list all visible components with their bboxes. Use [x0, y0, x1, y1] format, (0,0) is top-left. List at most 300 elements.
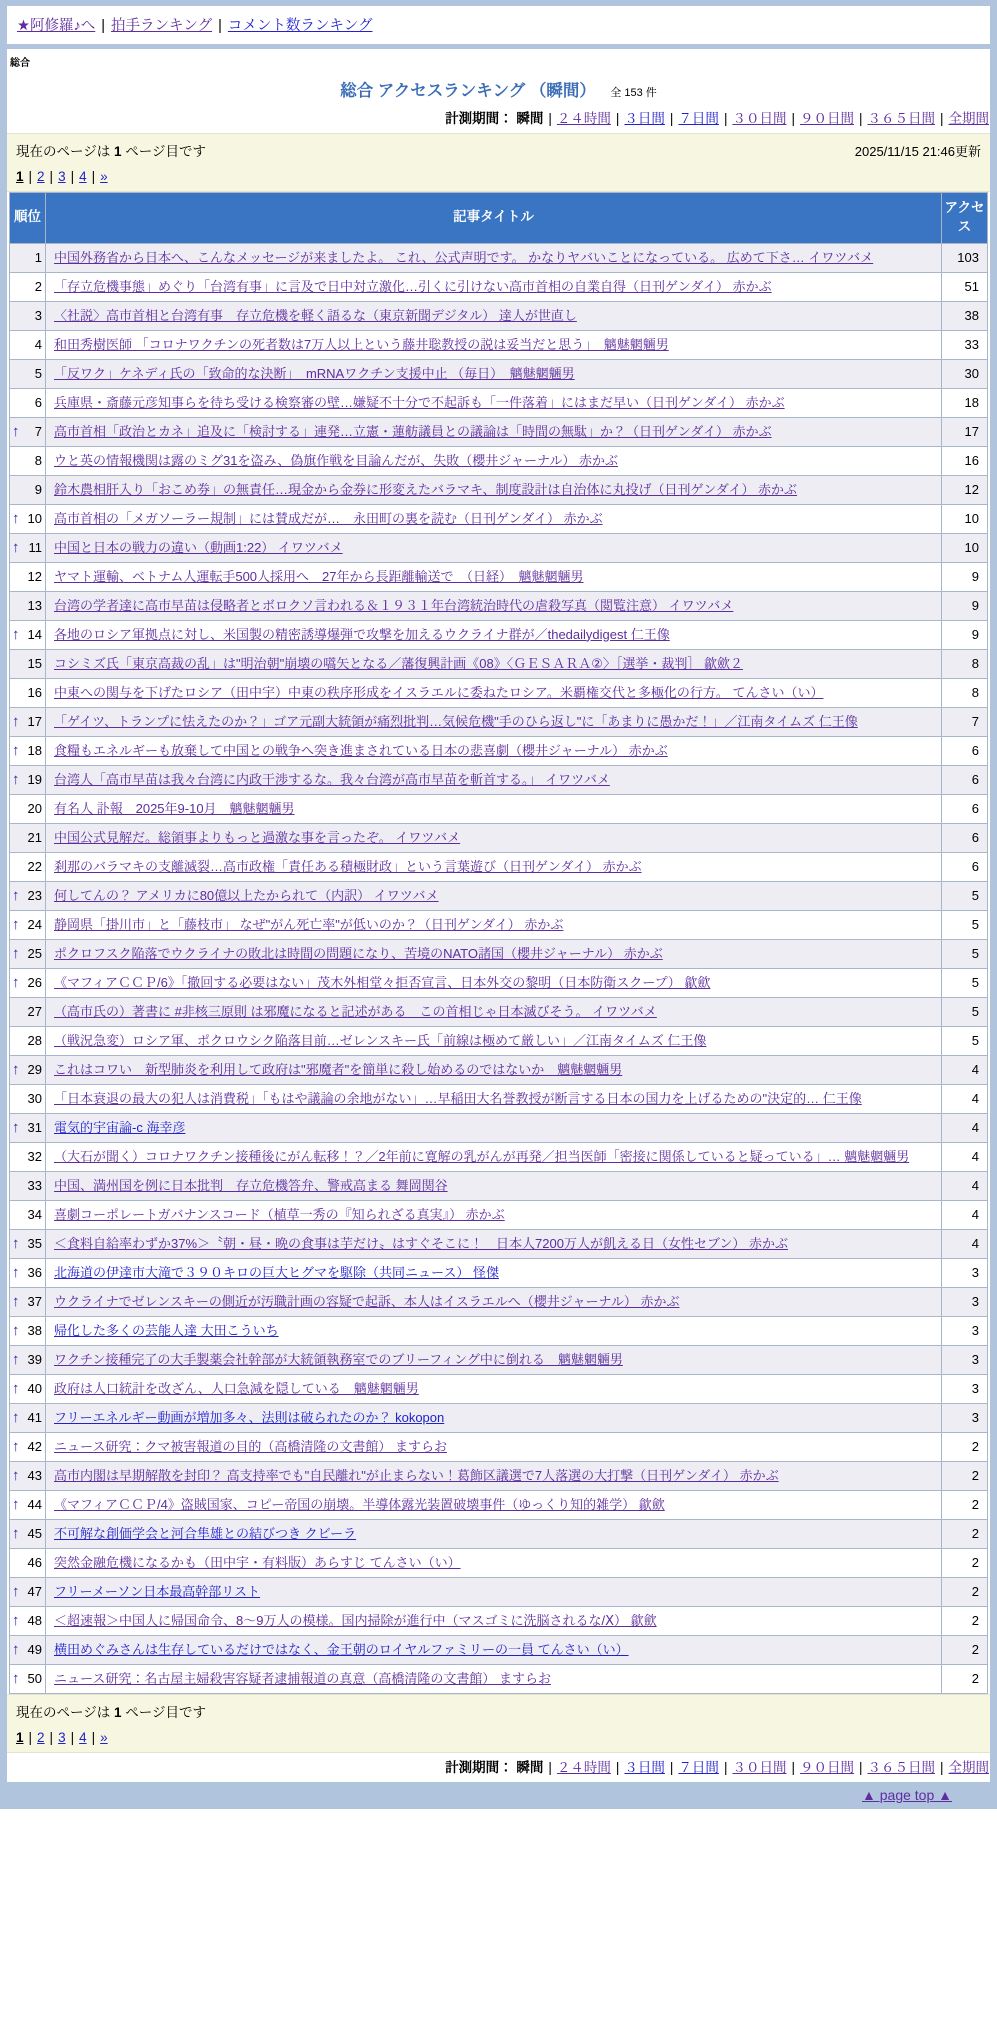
- table-row: [10, 272, 988, 301]
- rank-number: 30: [27, 1091, 42, 1107]
- rank-cell: [10, 1084, 46, 1113]
- rank-number: 27: [27, 1004, 42, 1020]
- rank-cell: [10, 823, 46, 852]
- access-count: 5: [942, 997, 988, 1026]
- article-link[interactable]: 《マフィアＣＣＰ/6》「撤回する必要はない」茂木外相堂々拒否宣言、日本外交の黎明（日本防衛スクープ） 歙歛: [54, 974, 711, 990]
- article-title-cell: [46, 1113, 942, 1142]
- period-option[interactable]: ７日間: [678, 1759, 719, 1775]
- rank-cell: [10, 1055, 46, 1084]
- page-top-link[interactable]: ▲ page top ▲: [862, 1787, 952, 1804]
- rank-cell: [10, 1490, 46, 1519]
- table-row: [10, 678, 988, 707]
- period-option[interactable]: ７日間: [678, 111, 719, 126]
- rank-number: 5: [34, 366, 42, 382]
- rank-number: 25: [27, 946, 42, 962]
- access-count: 4: [942, 1084, 988, 1113]
- rank-cell: [10, 678, 46, 707]
- period-current: 瞬間: [516, 1759, 544, 1775]
- article-link[interactable]: 帰化した多くの芸能人達 大田こういち: [54, 1322, 279, 1338]
- bottom-whitespace: [0, 1809, 997, 1867]
- page-title: [7, 75, 990, 104]
- period-option[interactable]: ２４時間: [556, 111, 611, 126]
- rank-cell: [10, 475, 46, 504]
- pagination: 1 | 2 | 3 | 4 | »: [16, 169, 108, 184]
- rank-up-arrow-icon: ↑: [12, 626, 20, 644]
- header-rank: 順位: [10, 193, 46, 244]
- article-title-cell: [46, 359, 942, 388]
- pagination-current[interactable]: 1: [16, 169, 24, 184]
- article-link[interactable]: 兵庫県・斎藤元彦知事らを待ち受ける検察審の壁…嫌疑不十分で不起訴も「一件落着」にはまだ早い（日刊ゲンダイ） 赤かぶ: [54, 394, 785, 410]
- article-title-cell: [46, 794, 942, 823]
- access-count: 6: [942, 823, 988, 852]
- rank-up-arrow-icon: ↑: [12, 974, 20, 992]
- access-count: 2: [942, 1577, 988, 1606]
- article-link[interactable]: これはコワい 新型肺炎を利用して政府は"邪魔者"を簡単に殺し始めるのではないか 魑魅魍魎男: [54, 1061, 623, 1077]
- article-title-cell: [46, 881, 942, 910]
- table-row: [10, 997, 988, 1026]
- article-title-cell: [46, 968, 942, 997]
- pagetop-bar: [7, 1782, 990, 1809]
- access-count: 5: [942, 910, 988, 939]
- rank-up-arrow-icon: ↑: [12, 742, 20, 760]
- rank-cell: [10, 1577, 46, 1606]
- article-title-cell: [46, 649, 942, 678]
- access-count: 12: [942, 475, 988, 504]
- pagination-current[interactable]: 1: [16, 1729, 24, 1745]
- rank-up-arrow-icon: ↑: [12, 771, 20, 789]
- article-title-cell: [46, 1142, 942, 1171]
- table-row: [10, 910, 988, 939]
- rank-cell: [10, 1026, 46, 1055]
- article-title-cell: [46, 504, 942, 533]
- page-info-bar-top: [7, 133, 990, 192]
- period-option[interactable]: ３日間: [624, 1759, 665, 1775]
- access-count: 6: [942, 852, 988, 881]
- table-row: [10, 939, 988, 968]
- table-row: [10, 475, 988, 504]
- updated-timestamp: 2025/11/15 21:46更新: [854, 144, 981, 159]
- access-count: 5: [942, 881, 988, 910]
- rank-cell: [10, 881, 46, 910]
- rank-up-arrow-icon: ↑: [12, 1322, 20, 1340]
- article-link[interactable]: 中東への関与を下げたロシア（田中宇）中東の秩序形成をイスラエルに委ねたロシア。米覇権交代と多極化の行方。 てんさい（い）: [54, 684, 824, 700]
- access-count: 4: [942, 1171, 988, 1200]
- rank-number: 16: [27, 685, 42, 701]
- top-link[interactable]: ★阿修羅♪へ: [17, 18, 96, 34]
- rank-up-arrow-icon: ↑: [12, 1525, 20, 1543]
- rank-number: 15: [27, 656, 42, 672]
- table-row: [10, 620, 988, 649]
- pagination-page[interactable]: 4: [79, 1729, 87, 1745]
- period-option[interactable]: 全期間: [948, 1759, 989, 1775]
- access-count: 51: [942, 272, 988, 301]
- rank-cell: [10, 330, 46, 359]
- rank-number: 39: [27, 1352, 42, 1368]
- rank-up-arrow-icon: ↑: [12, 1119, 20, 1137]
- table-row: [10, 1577, 988, 1606]
- rank-cell: [10, 243, 46, 272]
- pagination-page[interactable]: 3: [58, 1729, 66, 1745]
- article-link[interactable]: ヤマト運輸、ベトナム人運転手500人採用へ 27年から長距離輸送で （日経） 魑魅魍魎男: [54, 568, 584, 584]
- article-link[interactable]: 高市内閣は早期解散を封印？ 高支持率でも"自民離れ"が止まらない！葛飾区議選で7人落選の大打撃（日刊ゲンダイ） 赤かぶ: [54, 1467, 779, 1483]
- rank-up-arrow-icon: ↑: [12, 1438, 20, 1456]
- access-count: 33: [942, 330, 988, 359]
- article-title-cell: [46, 707, 942, 736]
- access-count: 4: [942, 1229, 988, 1258]
- article-link[interactable]: ニュース研究：クマ被害報道の目的（高橋清隆の文書館） ますらお: [54, 1438, 447, 1454]
- period-option[interactable]: ３０日間: [732, 111, 787, 126]
- period-selector: 計測期間： 瞬間 | ２４時間 | ３日間 | ７日間 | ３０日間 | ９０日間 | ３６５日間 | 全期間: [445, 1759, 989, 1775]
- rank-number: 45: [27, 1526, 42, 1542]
- table-row: [10, 968, 988, 997]
- rank-number: 23: [27, 888, 42, 904]
- article-link[interactable]: 政府は人口統計を改ざん、人口急減を隠している 魑魅魍魎男: [54, 1380, 419, 1396]
- table-row: [10, 823, 988, 852]
- table-row: [10, 707, 988, 736]
- table-row: [10, 1055, 988, 1084]
- article-title-cell: [46, 1055, 942, 1084]
- rank-cell: [10, 765, 46, 794]
- access-count: 6: [942, 765, 988, 794]
- table-row: [10, 1403, 988, 1432]
- article-title-cell: [46, 1577, 942, 1606]
- access-count: 4: [942, 1142, 988, 1171]
- access-count: 38: [942, 301, 988, 330]
- article-title-cell: [46, 562, 942, 591]
- table-row: [10, 852, 988, 881]
- rank-up-arrow-icon: ↑: [12, 1264, 20, 1282]
- table-row: [10, 1664, 988, 1693]
- article-link[interactable]: （高市氏の）著書に #非核三原則 は邪魔になると記述がある この首相じゃ日本滅びそう。 イワツバメ: [54, 1003, 657, 1019]
- rank-cell: [10, 649, 46, 678]
- rank-cell: [10, 939, 46, 968]
- article-link[interactable]: 中国公式見解だ。総領事よりもっと過激な事を言ったぞ。 イワツバメ: [54, 829, 461, 845]
- table-header-row: [10, 193, 988, 244]
- table-row: [10, 1258, 988, 1287]
- pagination: 1 | 2 | 3 | 4 | »: [16, 1729, 108, 1745]
- pagination-next[interactable]: »: [100, 1729, 108, 1745]
- table-row: [10, 1345, 988, 1374]
- article-link[interactable]: フリーメーソン日本最高幹部リスト: [54, 1583, 261, 1599]
- article-title-cell: [46, 1171, 942, 1200]
- article-link[interactable]: 台湾の学者達に高市早苗は侵略者とボロクソ言われる＆１９３１年台湾統治時代の虐殺写真（閲覧注意） イワツバメ: [54, 597, 734, 613]
- article-link[interactable]: 不可解な創価学会と河合隼雄との結びつき クビーラ: [54, 1525, 357, 1541]
- article-title-cell: [46, 765, 942, 794]
- table-row: [10, 1200, 988, 1229]
- period-option[interactable]: ２４時間: [556, 1759, 611, 1775]
- ranking-table: [9, 192, 988, 1694]
- period-option[interactable]: ３６５日間: [867, 111, 935, 126]
- article-title-cell: [46, 620, 942, 649]
- article-title-cell: [46, 1635, 942, 1664]
- rank-number: 42: [27, 1439, 42, 1455]
- table-row: [10, 1432, 988, 1461]
- article-title-cell: [46, 736, 942, 765]
- rank-number: 38: [27, 1323, 42, 1339]
- rank-number: 31: [27, 1120, 42, 1136]
- rank-number: 8: [34, 453, 42, 469]
- rank-number: 46: [27, 1555, 42, 1571]
- access-count: 18: [942, 388, 988, 417]
- rank-number: 37: [27, 1294, 42, 1310]
- table-row: [10, 1635, 988, 1664]
- access-count: 30: [942, 359, 988, 388]
- access-count: 3: [942, 1316, 988, 1345]
- rank-number: 47: [27, 1584, 42, 1600]
- access-count: 7: [942, 707, 988, 736]
- article-link[interactable]: 食糧もエネルギーも放棄して中国との戦争へ突き進まされている日本の悲喜劇（櫻井ジャーナル） 赤かぶ: [54, 742, 668, 758]
- rank-number: 17: [27, 714, 42, 730]
- rank-up-arrow-icon: ↑: [12, 1409, 20, 1427]
- access-count: 5: [942, 939, 988, 968]
- pagination-page[interactable]: 3: [58, 169, 66, 184]
- rank-cell: [10, 591, 46, 620]
- article-link[interactable]: ＜食料自給率わずか37%＞〝朝・昼・晩の食事は芋だけ〟はすぐそこに！ 日本人7200万人が飢える日（女性セブン） 赤かぶ: [54, 1235, 789, 1251]
- rank-number: 21: [27, 830, 42, 846]
- rank-up-arrow-icon: ↑: [12, 539, 20, 557]
- rank-cell: [10, 388, 46, 417]
- article-title-cell: [46, 1258, 942, 1287]
- access-count: 4: [942, 1200, 988, 1229]
- access-count: 8: [942, 649, 988, 678]
- top-links: ★阿修羅♪へ | 拍手ランキング | コメント数ランキング: [7, 6, 990, 44]
- rank-number: 35: [27, 1236, 42, 1252]
- table-row: [10, 794, 988, 823]
- access-count: 6: [942, 794, 988, 823]
- table-row: [10, 446, 988, 475]
- access-count: 16: [942, 446, 988, 475]
- period-selector: 計測期間： 瞬間 | ２４時間 | ３日間 | ７日間 | ３０日間 | ９０日間 | ３６５日間 | 全期間: [445, 111, 989, 126]
- table-row: [10, 765, 988, 794]
- article-link[interactable]: ニュース研究：名古屋主婦殺害容疑者逮捕報道の真意（高橋清隆の文書館） ますらお: [54, 1670, 551, 1686]
- rank-up-arrow-icon: ↑: [12, 1380, 20, 1398]
- table-row: [10, 1374, 988, 1403]
- article-link[interactable]: 「存立危機事態」めぐり「台湾有事」に言及で日中対立激化…引くに引けない高市首相の自業自得（日刊ゲンダイ） 赤かぶ: [54, 278, 772, 294]
- current-page-text: 現在のページは 1 ページ目です: [16, 1704, 206, 1720]
- rank-cell: [10, 417, 46, 446]
- rank-up-arrow-icon: ↑: [12, 1351, 20, 1369]
- article-link[interactable]: 和田秀樹医師 「コロナワクチンの死者数は7万人以上という藤井聡教授の説は妥当だと思う」 魑魅魍魎男: [54, 336, 669, 352]
- article-title-cell: [46, 678, 942, 707]
- article-link[interactable]: ＜超速報＞中国人に帰国命令、8～9万人の模様。国内掃除が進行中（マスゴミに洗脳されるな/Ⅹ） 歙歛: [54, 1612, 657, 1628]
- access-count: 4: [942, 1055, 988, 1084]
- table-row: [10, 301, 988, 330]
- article-title-cell: [46, 1403, 942, 1432]
- rank-up-arrow-icon: ↑: [12, 423, 20, 441]
- access-count: 5: [942, 1026, 988, 1055]
- article-link[interactable]: 台湾人「高市早苗は我々台湾に内政干渉するな。我々台湾が高市早苗を斬首する。」 イワツバメ: [54, 771, 610, 787]
- access-count: 10: [942, 504, 988, 533]
- rank-cell: [10, 272, 46, 301]
- article-link[interactable]: ワクチン接種完了の大手製薬会社幹部が大統領執務室でのブリーフィング中に倒れる 魑魅魍魎男: [54, 1351, 623, 1367]
- article-title-cell: [46, 1606, 942, 1635]
- rank-number: 26: [27, 975, 42, 991]
- article-link[interactable]: （戦況急変）ロシア軍、ポクロウシク陥落目前…ゼレンスキー氏「前線は極めて厳しい」／江南タイムズ 仁王像: [54, 1032, 707, 1048]
- table-row: [10, 388, 988, 417]
- rank-cell: [10, 1316, 46, 1345]
- article-link[interactable]: 何してんの？ アメリカに80億以上たかられて（内訳） イワツバメ: [54, 887, 439, 903]
- rank-cell: [10, 1113, 46, 1142]
- article-link[interactable]: 横田めぐみさんは生存しているだけではなく、金王朝のロイヤルファミリーの一員 てんさい（い）: [54, 1641, 629, 1657]
- article-link[interactable]: ウクライナでゼレンスキーの側近が汚職計画の容疑で起訴、本人はイスラエルへ（櫻井ジャーナル） 赤かぶ: [54, 1293, 680, 1309]
- access-count: 4: [942, 1113, 988, 1142]
- article-title-cell: [46, 852, 942, 881]
- table-row: [10, 649, 988, 678]
- access-count: 2: [942, 1548, 988, 1577]
- article-title-cell: [46, 1519, 942, 1548]
- rank-cell: [10, 446, 46, 475]
- article-title-cell: [46, 939, 942, 968]
- access-count: 17: [942, 417, 988, 446]
- rank-cell: [10, 1229, 46, 1258]
- table-row: [10, 1548, 988, 1577]
- article-link[interactable]: 中国と日本の戦力の違い（動画1:22） イワツバメ: [54, 539, 343, 555]
- pagination-page[interactable]: 2: [37, 169, 45, 184]
- article-link[interactable]: 「日本衰退の最大の犯人は消費税」「もはや議論の余地がない」…早稲田大名誉教授が断言する日本の国力を上げるための"決定的… 仁王像: [54, 1090, 862, 1106]
- article-title-cell: [46, 1432, 942, 1461]
- article-link[interactable]: 中国、満州国を例に日本批判 存立危機答弁、警戒高まる 舞岡関谷: [54, 1177, 448, 1193]
- rank-cell: [10, 1432, 46, 1461]
- rank-number: 4: [34, 337, 42, 353]
- article-link[interactable]: 《マフィアＣＣＰ/4》盗賊国家、コピー帝国の崩壊。半導体露光装置破壊事件（ゆっくり知的雑学） 歙歛: [54, 1496, 665, 1512]
- pagination-next[interactable]: »: [100, 169, 108, 184]
- rank-up-arrow-icon: ↑: [12, 1496, 20, 1514]
- rank-cell: [10, 736, 46, 765]
- period-option[interactable]: 全期間: [948, 111, 989, 126]
- table-row: [10, 562, 988, 591]
- rank-number: 9: [34, 482, 42, 498]
- article-title-cell: [46, 1345, 942, 1374]
- table-row: [10, 417, 988, 446]
- pagination-page[interactable]: 2: [37, 1729, 45, 1745]
- article-link[interactable]: 有名人 訃報 2025年9-10月 魑魅魍魎男: [54, 800, 295, 816]
- rank-cell: [10, 1461, 46, 1490]
- article-link[interactable]: フリーエネルギー動画が増加多々、法則は破られたのか？ kokopon: [54, 1409, 445, 1425]
- access-count: 9: [942, 620, 988, 649]
- top-link[interactable]: 拍手ランキング: [111, 18, 213, 34]
- article-link[interactable]: 喜劇コーポレートガバナンスコード（植草一秀の『知られざる真実』） 赤かぶ: [54, 1206, 505, 1222]
- table-row: [10, 1287, 988, 1316]
- access-count: 2: [942, 1519, 988, 1548]
- article-title-cell: [46, 475, 942, 504]
- article-link[interactable]: 刹那のバラマキの支離滅裂…高市政権「責任ある積極財政」という言葉遊び（日刊ゲンダイ） 赤かぶ: [54, 858, 642, 874]
- period-option[interactable]: ３６５日間: [867, 1759, 935, 1775]
- article-link[interactable]: （大石が聞く）コロナワクチン接種後にがん転移！？／2年前に寛解の乳がんが再発／担当医師「密接に関係していると疑っている」… 魑魅魍魎男: [54, 1148, 910, 1164]
- article-link[interactable]: 鈴木農相肝入り「おこめ券」の無責任…現金から金券に形変えたバラマキ、制度設計は自治体に丸投げ（日刊ゲンダイ） 赤かぶ: [54, 481, 798, 497]
- rank-number: 44: [27, 1497, 42, 1513]
- article-title-cell: [46, 591, 942, 620]
- rank-cell: [10, 1664, 46, 1693]
- table-row: [10, 1026, 988, 1055]
- rank-number: 50: [27, 1671, 42, 1687]
- table-row: [10, 1084, 988, 1113]
- rank-cell: [10, 1200, 46, 1229]
- access-count: 2: [942, 1635, 988, 1664]
- access-count: 8: [942, 678, 988, 707]
- rank-up-arrow-icon: ↑: [12, 1612, 20, 1630]
- article-title-cell: [46, 446, 942, 475]
- rank-cell: [10, 1287, 46, 1316]
- table-row: [10, 1171, 988, 1200]
- article-link[interactable]: 「ゲイツ、トランプに怯えたのか？」ゴア元副大統領が痛烈批判…気候危機"手のひら返し"に「あまりに愚かだ！」／江南タイムズ 仁王像: [54, 713, 858, 729]
- rank-cell: [10, 620, 46, 649]
- table-row: [10, 330, 988, 359]
- access-count: 10: [942, 533, 988, 562]
- table-row: [10, 359, 988, 388]
- period-option[interactable]: ９０日間: [799, 111, 854, 126]
- section-label: 総合: [10, 58, 30, 69]
- article-title-cell: [46, 1664, 942, 1693]
- access-count: 6: [942, 736, 988, 765]
- rank-up-arrow-icon: ↑: [12, 510, 20, 528]
- rank-cell: [10, 359, 46, 388]
- article-link[interactable]: 静岡県「掛川市」と「藤枝市」 なぜ"がん死亡率"が低いのか？（日刊ゲンダイ） 赤かぶ: [54, 916, 564, 932]
- period-option[interactable]: ９０日間: [799, 1759, 854, 1775]
- article-title-cell: [46, 417, 942, 446]
- access-count: 3: [942, 1374, 988, 1403]
- article-link[interactable]: 突然金融危機になるかも（田中宇・有料版）あらすじ てんさい（い）: [54, 1554, 461, 1570]
- access-count: 3: [942, 1345, 988, 1374]
- article-link[interactable]: 高市首相の「メガソーラー規制」には賛成だが… 永田町の裏を読む（日刊ゲンダイ） 赤かぶ: [54, 510, 603, 526]
- article-link[interactable]: 電気的宇宙論-c 海幸彦: [54, 1119, 186, 1135]
- rank-up-arrow-icon: ↑: [12, 945, 20, 963]
- article-title-cell: [46, 1461, 942, 1490]
- article-link[interactable]: 各地のロシア軍拠点に対し、米国製の精密誘導爆弾で攻撃を加えるウクライナ群が／thedailydigest 仁王像: [54, 626, 670, 642]
- rank-number: 10: [27, 511, 42, 527]
- rank-cell: [10, 1548, 46, 1577]
- rank-cell: [10, 852, 46, 881]
- access-count: 103: [942, 243, 988, 272]
- table-row: [10, 1519, 988, 1548]
- rank-number: 19: [27, 772, 42, 788]
- article-link[interactable]: 北海道の伊達市大滝で３９０キロの巨大ヒグマを駆除（共同ニュース） 怪傑: [54, 1264, 499, 1280]
- rank-cell: [10, 968, 46, 997]
- pagination-page[interactable]: 4: [79, 169, 87, 184]
- article-title-cell: [46, 910, 942, 939]
- article-title-cell: [46, 533, 942, 562]
- page-title-text: 総合 アクセスランキング （瞬間）: [340, 82, 596, 100]
- article-link[interactable]: 高市首相「政治とカネ」追及に「検討する」連発…立憲・蓮舫議員との議論は「時間の無駄」か？（日刊ゲンダイ） 赤かぶ: [54, 423, 772, 439]
- period-option[interactable]: ３０日間: [732, 1759, 787, 1775]
- table-row: [10, 1490, 988, 1519]
- rank-number: 29: [27, 1062, 42, 1078]
- article-link[interactable]: ポクロフスク陥落でウクライナの敗北は時間の問題になり、苦境のNATO諸国（櫻井ジャーナル） 赤かぶ: [54, 945, 663, 961]
- current-page-text: 現在のページは 1 ページ目です: [16, 144, 206, 159]
- table-row: [10, 1461, 988, 1490]
- rank-cell: [10, 1403, 46, 1432]
- access-count: 5: [942, 968, 988, 997]
- article-link[interactable]: ウと英の情報機関は露のミグ31を盗み、偽旗作戦を目論んだが、失敗（櫻井ジャーナル） 赤かぶ: [54, 452, 618, 468]
- rank-cell: [10, 707, 46, 736]
- access-count: 3: [942, 1287, 988, 1316]
- period-current: 瞬間: [516, 111, 544, 126]
- access-count: 9: [942, 562, 988, 591]
- rank-number: 18: [27, 743, 42, 759]
- table-row: [10, 243, 988, 272]
- article-link[interactable]: 〈社説〉高市首相と台湾有事 存立危機を軽く語るな（東京新聞デジタル） 達人が世直し: [54, 307, 577, 323]
- article-link[interactable]: コシミズ氏「東京高裁の乱」は"明治朝"崩壊の嚆矢となる／藩復興計画《08》〈ＧＥＳＡＲＡ②〉［選挙・裁判］ 歙歛２: [54, 655, 743, 671]
- rank-cell: [10, 301, 46, 330]
- article-link[interactable]: 「反ワク」ケネディ氏の「致命的な決断」 mRNAワクチン支援中止 （毎日） 魑魅魍魎男: [54, 365, 575, 381]
- article-title-cell: [46, 1287, 942, 1316]
- access-count: 2: [942, 1490, 988, 1519]
- period-option[interactable]: ３日間: [624, 111, 665, 126]
- rank-number: 28: [27, 1033, 42, 1049]
- table-row: [10, 1606, 988, 1635]
- top-link[interactable]: コメント数ランキング: [227, 18, 373, 34]
- table-row: [10, 533, 988, 562]
- article-link[interactable]: 中国外務省から日本へ、こんなメッセージが来ましたよ。 これ、公式声明です。 かなりヤバいことになっている。 広めて下さ… イワツバメ: [54, 249, 874, 265]
